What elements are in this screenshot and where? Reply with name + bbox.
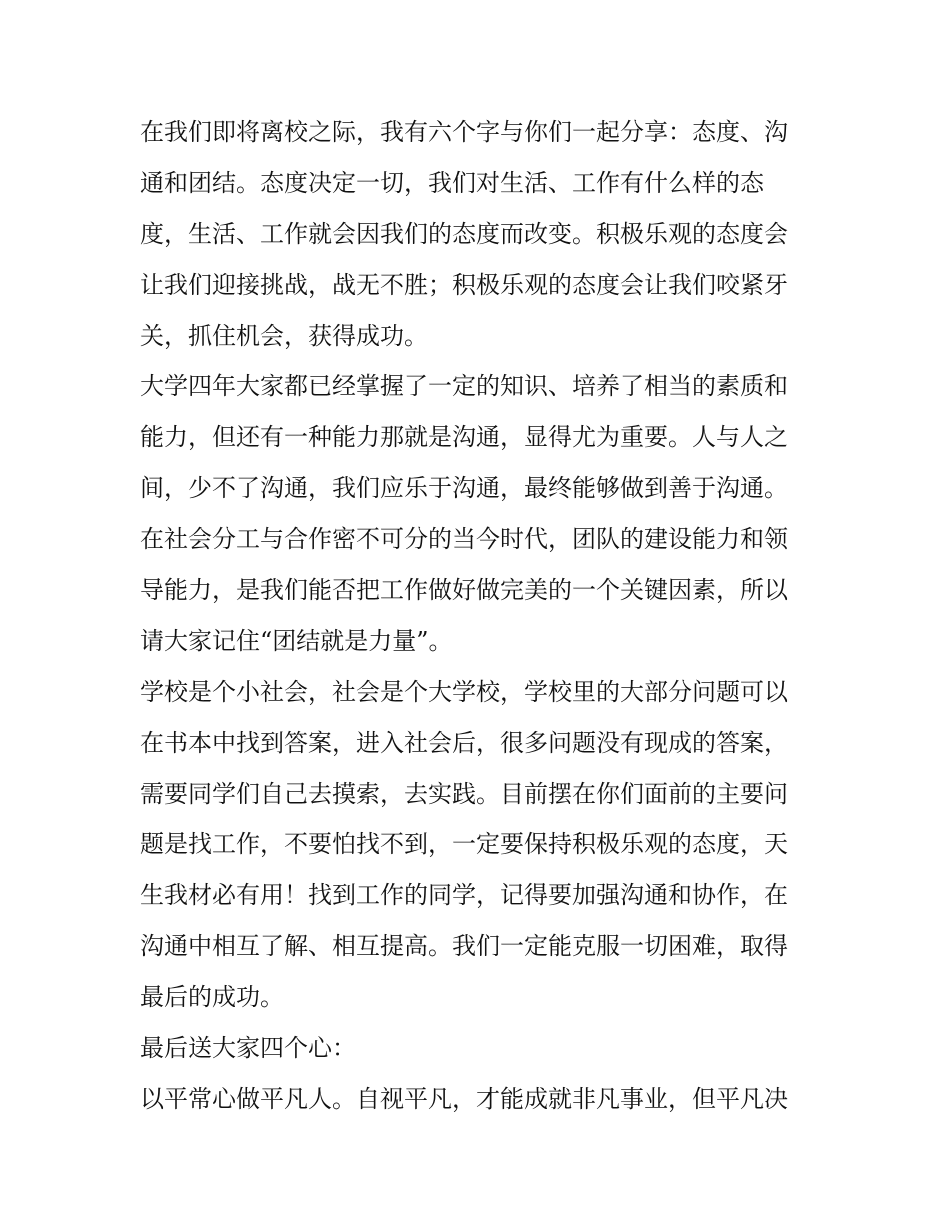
- text-line: 题是找工作，不要怕找不到，一定要保持积极乐观的态度，天: [140, 830, 788, 859]
- text-line: 在社会分工与合作密不可分的当今时代，团队的建设能力和领: [140, 525, 788, 554]
- text-line: 度，生活、工作就会因我们的态度而改变。积极乐观的态度会: [140, 219, 788, 248]
- text-line: 在书本中找到答案，进入社会后，很多问题没有现成的答案，: [140, 728, 788, 757]
- text-line: 需要同学们自己去摸索，去实践。目前摆在你们面前的主要问: [140, 779, 788, 808]
- text-line: 让我们迎接挑战，战无不胜；积极乐观的态度会让我们咬紧牙: [140, 270, 788, 299]
- text-line: 生我材必有用！找到工作的同学，记得要加强沟通和协作，在: [140, 881, 788, 910]
- document-body: [140, 107, 812, 1125]
- text-line: 请大家记住“团结就是力量”。: [140, 626, 453, 655]
- text-line: 最后送大家四个心：: [140, 1034, 356, 1063]
- text-line: 通和团结。态度决定一切，我们对生活、工作有什么样的态: [140, 168, 764, 197]
- text-line: 导能力，是我们能否把工作做好做完美的一个关键因素，所以: [140, 576, 788, 605]
- text-line: 能力，但还有一种能力那就是沟通，显得尤为重要。人与人之: [140, 423, 788, 452]
- text-line: 沟通中相互了解、相互提高。我们一定能克服一切困难，取得: [140, 932, 788, 961]
- text-line: 以平常心做平凡人。自视平凡，才能成就非凡事业，但平凡决: [140, 1084, 788, 1113]
- text-line: 大学四年大家都已经掌握了一定的知识、培养了相当的素质和: [140, 372, 788, 401]
- text-line: 在我们即将离校之际，我有六个字与你们一起分享：态度、沟: [140, 118, 788, 146]
- text-line: 学校是个小社会，社会是个大学校，学校里的大部分问题可以: [140, 677, 788, 706]
- text-line: 间，少不了沟通，我们应乐于沟通，最终能够做到善于沟通。: [140, 474, 788, 503]
- text-line: 最后的成功。: [140, 983, 284, 1012]
- text-line: 关，抓住机会，获得成功。: [140, 321, 428, 350]
